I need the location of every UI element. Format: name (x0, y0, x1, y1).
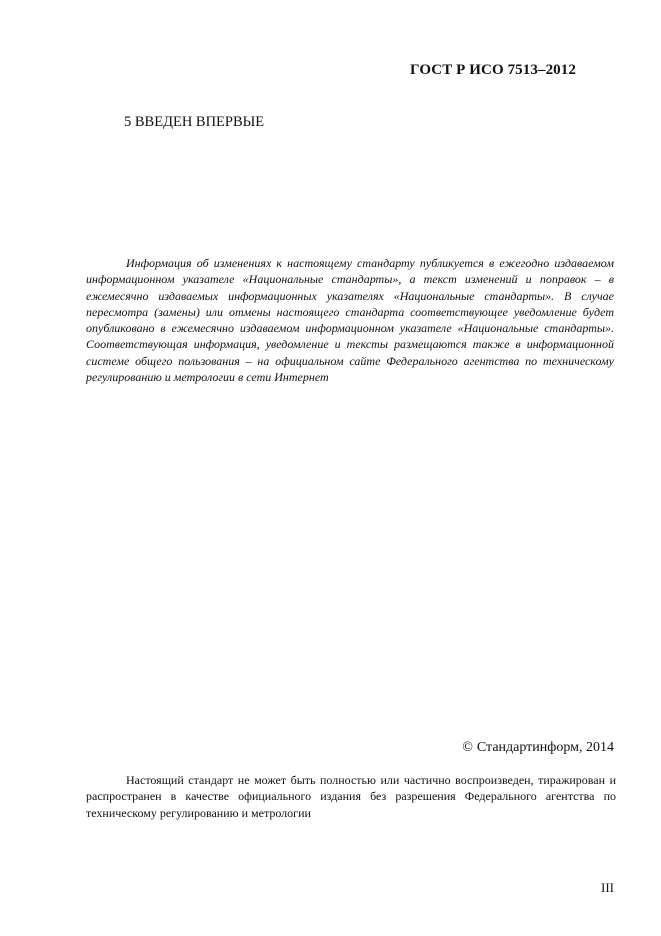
document-code: ГОСТ Р ИСО 7513–2012 (410, 62, 576, 78)
copyright-line (462, 740, 614, 756)
copyright-text: Стандартинформ, 2014 (476, 740, 614, 755)
page-number: III (601, 880, 614, 895)
reproduction-restriction-paragraph: Настоящий стандарт не может быть полностью или частично воспроизведен, тиражирован и распространен в качестве официального издания без разрешения Федерального агентства по техническому регулированию и метрологии (86, 773, 616, 820)
section-introduced-first-time: 5 ВВЕДЕН ВПЕРВЫЕ (124, 114, 265, 130)
amendments-information-paragraph: Информация об изменениях к настоящему стандарту публикуется в ежегодно издаваемом информационном указателе «Национальные стандарты», а текст изменений и поправок – в ежемесячно издаваемых информационных указателях «Национальные стандарты». В случае пересмотра (замены) или отмены настоящего стандарта соответствующее уведомление будет опубликовано в ежемесячно издаваемом информационном указателе «Национальные стандарты». Соответствующая информация, уведомление и тексты размещаются также в информационной системе общего пользования – на официальном сайте Федерального агентства по техническому регулированию и метрологии в сети Интернет (86, 256, 614, 385)
copyright-icon: © (462, 740, 473, 755)
